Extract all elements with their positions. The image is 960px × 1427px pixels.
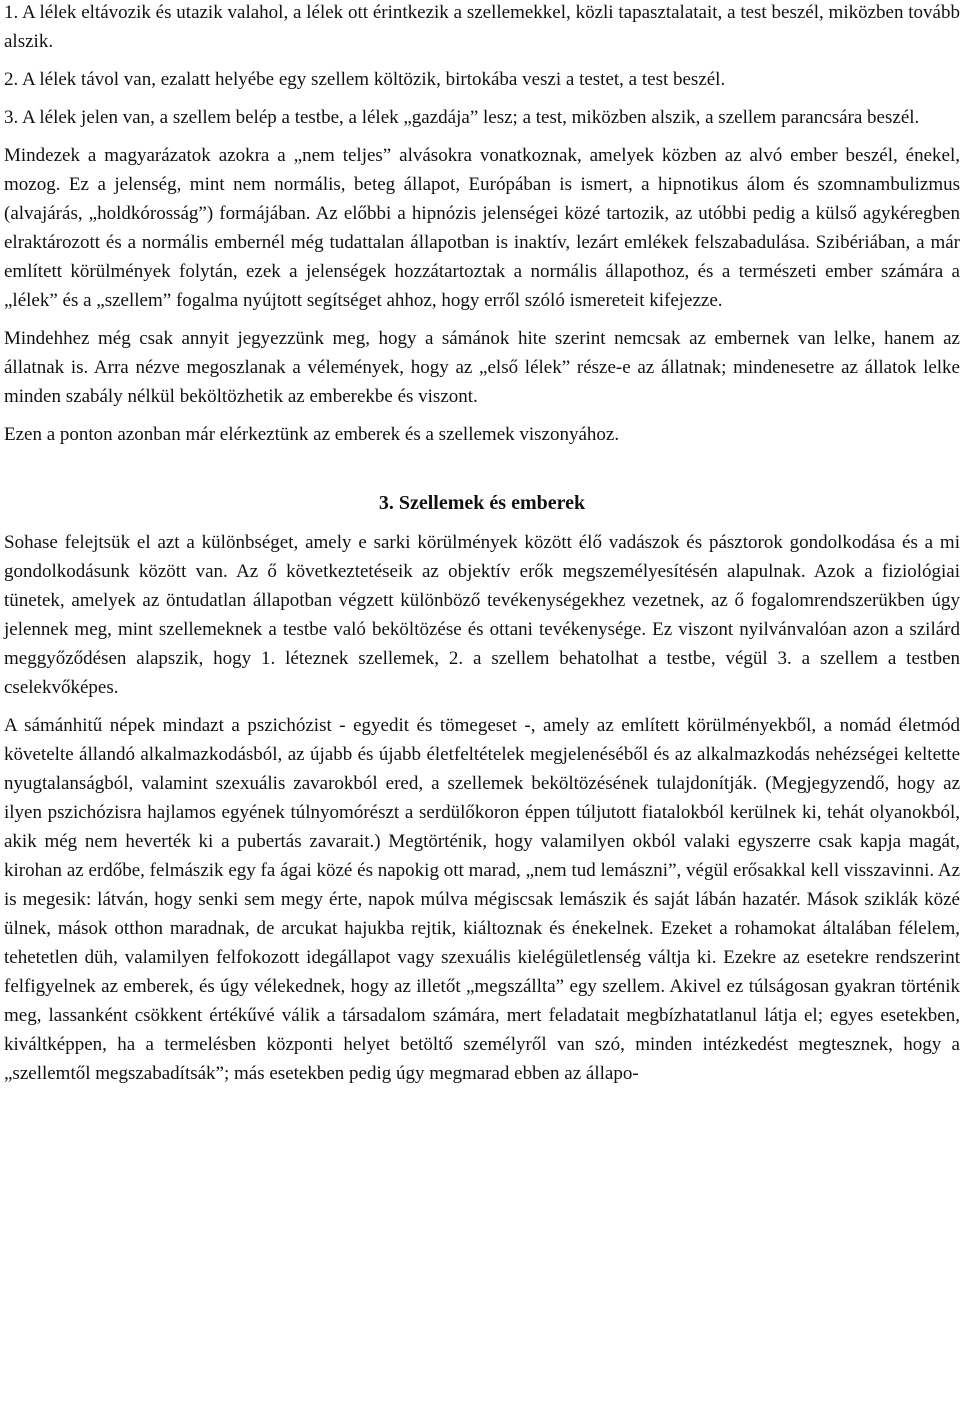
paragraph-animal-souls: Mindehhez még csak annyit jegyezzünk meg, hogy a sámánok hite szerint nemcsak az embernek van lelke, hanem az állatnak is. Arra nézve megoszlanak a vélemények, hogy az „első lélek” része-e az állatnak; mindenesetre az állatok lelke minden szabály nélkül beköltözhetik az emberekbe és viszont. [4,328,960,407]
section-heading: 3. Szellemek és emberek [378,492,586,514]
list-item-3: 3. A lélek jelen van, a szellem belép a testbe, a lélek „gazdája” lesz; a test, miközben alszik, a szellem parancsára beszél. [4,107,920,128]
list-item-2: 2. A lélek távol van, ezalatt helyébe egy szellem költözik, birtokába veszi a testet, a test beszél. [4,69,726,90]
paragraph-psychosis: A sámánhitű népek mindazt a pszichózist - egyedit és tömegeset -, amely az említett körülményekből, a nomád életmód követelte állandó alkalmazkodásból, az újabb és újabb életfeltételek megjelenéséből és az alkalmazkodás nehézségei keltette nyugtalanságból, valamint szexuális zavarokból ered, a szellemek beköltözésének tulajdonítják. (Megjegyzendő, hogy az ilyen pszichózisra hajlamos egyének túlnyomórészt a serdülőkoron éppen túljutott fiatalokból kerülnek ki, tehát olyanokból, akik még nem heverték ki a pubertás zavarait.) Megtörténik, hogy valamilyen okból valaki egyszerre csak kapja magát, kirohan az erdőbe, felmászik egy fa ágai közé és napokig ott marad, „nem tud lemászni”, végül erősakkal kell visszavinni. Az is megesik: látván, hogy senki sem megy érte, napok múlva mégiscsak lemászik és saját lábán hazatér. Mások sziklák közé ülnek, mások otthon maradnak, de arcukat hajukba rejtik, kiáltoznak és énekelnek. Ezeket a rohamokat általában félelem, tehetetlen düh, valamilyen felfokozott idegállapot vagy szexuális kielégületlenség váltja ki. Ezekre az esetekre rendszerint felfigyelnek az emberek, és úgy vélekednek, hogy az illetőt „megszállta” egy szellem. Akivel ez túlságosan gyakran történik meg, lassanként csökkent értékűvé válik a társadalom számára, mert feladatait megbízhatatlanul látja el; egyes esetekben, kiváltképpen, ha a termelésben központi helyet betöltő személyről van szó, minden intézkedést megtesznek, hogy a „szellemtől megszabadítsák”; más esetekben pedig úgy megmarad ebben az állapo- [4,715,960,1084]
paragraph-difference: Sohase felejtsük el azt a különbséget, amely e sarki körülmények között élő vadászok és pásztorok gondolkodása és a mi gondolkodásunk között van. Az ő következtetéseik az objektív erők megszemélyesítésén alapulnak. Azok a fiziológiai tünetek, amelyek az öntudatlan állapotban végzett különböző tevékenységekhez vezetnek, az ő fogalomrendszerükben úgy jelennek meg, mint szellemeknek a testbe való beköltözése és ottani tevékenysége. Ez viszont nyilvánvalóan azon a szilárd meggyőződésen alapszik, hogy 1. léteznek szellemek, 2. a szellem behatolhat a testbe, végül 3. a szellem a testben cselekvőképes. [4,532,960,698]
list-item-1: 1. A lélek eltávozik és utazik valahol, a lélek ott érintkezik a szellemekkel, közli tapasztalatait, a test beszél, miközben tovább alszik. [4,2,960,52]
paragraph-transition: Ezen a ponton azonban már elérkeztünk az emberek és a szellemek viszonyához. [4,424,620,445]
paragraph-explanations: Mindezek a magyarázatok azokra a „nem teljes” alvásokra vonatkoznak, amelyek közben az alvó ember beszél, énekel, mozog. Ez a jelenség, mint nem normális, beteg állapot, Európában is ismert, a hipnotikus álom és szomnambulizmus (alvajárás, „holdkórosság”) formájában. Az előbbi a hipnózis jelenségei közé tartozik, az utóbbi pedig a külső agykéregben elraktározott és a normális embernél még tudattalan állapotban is inaktív, lezárt emlékek felszabadulása. Szibériában, a már említett körülmények folytán, ezek a jelenségek hozzátartoztak a normális állapothoz, és a természeti ember számára a „lélek” és a „szellem” fogalma nyújtott segítséget ahhoz, hogy erről szóló ismereteit kifejezze. [4,145,960,311]
